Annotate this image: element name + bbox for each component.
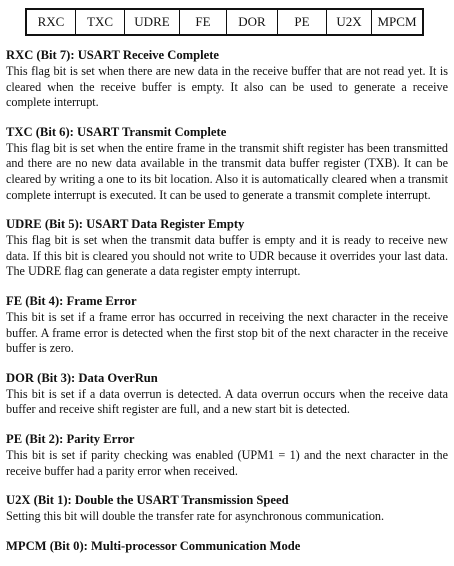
register-bit-fe: FE [180,9,227,35]
register-bit-mpcm: MPCM [372,9,424,35]
section-pe [6,432,448,479]
section-body: This flag bit is set when the transmit data buffer is empty and it is ready to receive new data. If this bit is cleared you should not write to UDR because it overrides your last data. The UDRE flag can generate a data register empty interrupt. [6,233,448,279]
section-title: FE (Bit 4): Frame Error [6,293,137,308]
section-title: RXC (Bit 7): USART Receive Complete [6,48,220,62]
section-body: Setting this bit will double the transfer rate for asynchronous communication. [6,509,385,524]
section-title: DOR (Bit 3): Data OverRun [6,370,158,385]
section-body: This bit is set if a data overrun is detected. A data overrun occurs when the receive data buffer and receive shift register are full, and a new start bit is detected. [6,386,448,417]
register-bit-rxc: RXC [26,9,76,35]
register-bit-udre: UDRE [125,9,180,35]
section-title: TXC (Bit 6): USART Transmit Complete [6,124,227,139]
section-title: UDRE (Bit 5): USART Data Register Empty [6,217,245,232]
section-udre [6,217,448,280]
register-bit-pe: PE [278,9,327,35]
section-body: This flag bit is set when there are new data in the receive buffer that are not read yet. It is cleared when the receive buffer is empty. It also can be used to generate a receive complete interrupt. [6,64,448,110]
section-u2x [6,493,448,525]
section-txc [6,125,448,203]
section-title: PE (Bit 2): Parity Error [6,431,135,446]
section-title: U2X (Bit 1): Double the USART Transmission Speed [6,493,289,508]
register-bit-u2x: U2X [327,9,372,35]
section-body: This bit is set if a frame error has occurred in receiving the next character in the receive buffer. A frame error is detected when the first stop bit of the next character in the receive buffer is zero. [6,309,448,356]
section-mpcm [6,539,448,554]
section-fe [6,294,448,357]
register-bit-table [25,8,424,36]
section-rxc [6,48,448,111]
register-bit-dor: DOR [227,9,278,35]
register-bit-txc: TXC [76,9,125,35]
section-body: This bit is set if parity checking was enabled (UPM1 = 1) and the next character in the receive buffer had a parity error when received. [6,447,448,478]
register-bit-row [26,9,423,35]
section-body: This flag bit is set when the entire frame in the transmit shift register has been transmitted and there are no new data available in the transmit data buffer register (TXB). It can be cleared by writing a one to its bit location. Also it is automatically cleared when a transmit complete interrupt is executed. It can be used to generate a transmit complete interrupt. [6,140,448,202]
section-dor [6,371,448,418]
section-title: MPCM (Bit 0): Multi-processor Communication Mode [6,538,301,553]
bit-descriptions [6,48,448,566]
